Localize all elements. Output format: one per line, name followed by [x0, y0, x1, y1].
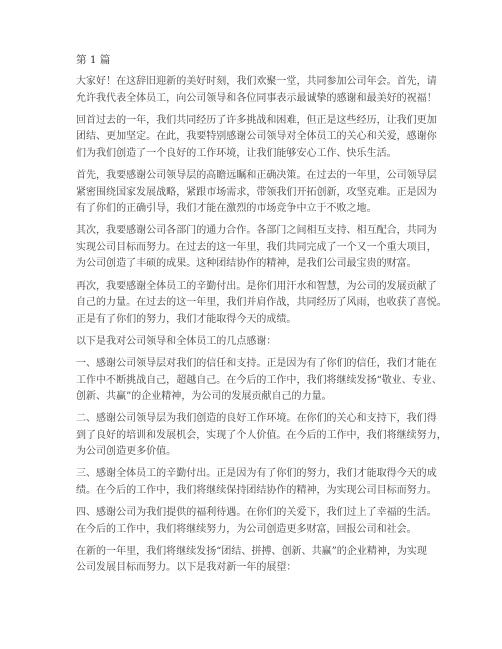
- paragraph-line: 有了你们的正确引导，我们才能在激烈的市场竞争中立于不败之地。: [76, 203, 377, 215]
- paragraph-line: 紧密围绕国家发展战略，紧跟市场需求，带领我们开拓创新，攻坚克难。正是因为: [76, 186, 437, 198]
- paragraph-line: 公司发展目标而努力。以下是我对新一年的展望：: [76, 562, 297, 574]
- paragraph-line: 以下是我对公司领导和全体员工的几点感谢：: [76, 335, 277, 347]
- paragraph-line: 们为我们创造了一个良好的工作环境，让我们能够安心工作、快乐生活。: [76, 147, 397, 159]
- paragraph-line: 允许我代表全体员工，向公司领导和各位同事表示最诚挚的感谢和最美好的祝福！: [76, 92, 437, 104]
- paragraph-line: 首先，我要感谢公司领导层的高瞻远瞩和正确决策。在过去的一年里，公司领导层: [76, 169, 437, 181]
- paragraph-departments: [76, 223, 436, 273]
- paragraph-line: 为公司创造更多价值。: [76, 446, 177, 458]
- paragraph-line: 为公司创造了丰硕的成果。这种团结协作的精神，是我们公司最宝贵的财富。: [76, 258, 417, 270]
- paragraph-line: 大家好！在这辞旧迎新的美好时刻，我们欢聚一堂，共同参加公司年会。首先，请: [76, 76, 437, 87]
- paragraph-line: 在今后的工作中，我们将继续努力，为公司创造更多财富，回报公司和社会。: [76, 523, 417, 535]
- paragraph-line: 再次，我要感谢全体员工的辛勤付出。是你们用汗水和智慧，为公司的发展贡献了: [76, 280, 437, 292]
- paragraph-line: 工作中不断挑战自己，超越自己。在今后的工作中，我们将继续发扬“敬业、专业、: [76, 374, 442, 386]
- paragraph-review: [76, 113, 436, 163]
- paragraph-point-2: [76, 411, 447, 461]
- paragraph-line: 在新的一年里，我们将继续发扬“团结、拼搏、创新、共赢”的企业精神，为实现: [76, 545, 427, 557]
- paragraph-line: 绩。在今后的工作中，我们将继续保持团结协作的精神，为实现公司目标而努力。: [76, 485, 437, 497]
- paragraph-line: 实现公司目标而努力。在过去的这一年里，我们共同完成了一个又一个重大项目，: [76, 241, 437, 253]
- paragraph-line: 正是有了你们的努力，我们才能取得今天的成绩。: [76, 313, 297, 325]
- paragraph-line: 一、感谢公司领导层对我们的信任和支持。正是因为有了你们的信任，我们才能在: [76, 357, 437, 369]
- paragraph-line: 二、感谢公司领导层为我们创造的良好工作环境。在你们的关心和支持下，我们得: [76, 413, 437, 425]
- paragraph-line: 回首过去的一年，我们共同经历了许多挑战和困难，但正是这些经历，让我们更加: [76, 114, 437, 126]
- paragraph-line: 自己的力量。在过去的这一年里，我们并肩作战，共同经历了风雨，也收获了喜悦。: [76, 297, 447, 309]
- paragraph-greeting: [76, 74, 436, 107]
- document-page: [76, 52, 447, 583]
- paragraph-intro-list: [76, 334, 436, 351]
- paragraph-point-1: [76, 356, 442, 406]
- paragraph-employees: [76, 279, 447, 329]
- paragraph-outlook: [76, 544, 436, 577]
- paragraph-line: 四、感谢公司为我们提供的福利待遇。在你们的关爱下，我们过上了幸福的生活。: [76, 507, 437, 519]
- paragraph-leadership: [76, 168, 436, 218]
- paragraph-line: 三、感谢全体员工的辛勤付出。正是因为有了你们的努力，我们才能取得今天的成: [76, 468, 437, 480]
- paragraph-line: 团结、更加坚定。在此，我要特别感谢公司领导对全体员工的关心和关爱，感谢你: [76, 131, 437, 143]
- paragraph-point-3: [76, 466, 436, 499]
- document-heading: 第 1 篇: [76, 54, 111, 66]
- paragraph-line: 到了良好的培训和发展机会，实现了个人价值。在今后的工作中，我们将继续努力，: [76, 429, 447, 441]
- paragraph-point-4: [76, 505, 436, 538]
- paragraph-line: 创新、共赢”的企业精神，为公司的发展贡献自己的力量。: [76, 391, 332, 403]
- paragraph-line: 其次，我要感谢公司各部门的通力合作。各部门之间相互支持、相互配合，共同为: [76, 225, 437, 237]
